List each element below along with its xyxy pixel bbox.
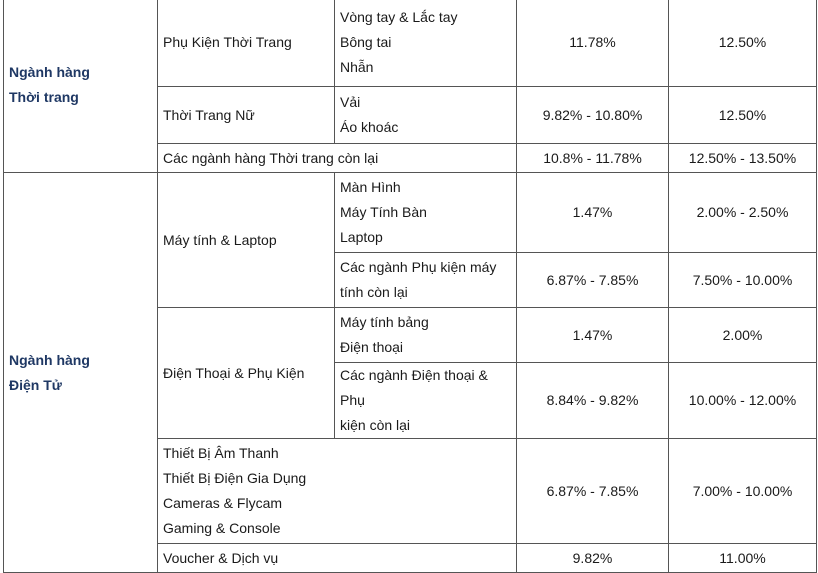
category-item: Thiết Bị Âm Thanh: [163, 445, 279, 461]
rate-cell: 7.00% - 10.00%: [669, 439, 817, 544]
subcategory-item: Áo khoác: [340, 119, 399, 135]
commission-table: [3, 0, 817, 573]
category-item: Thiết Bị Điện Gia Dụng: [163, 470, 307, 486]
rate-cell: 6.87% - 7.85%: [517, 439, 669, 544]
rate-cell: 12.50% - 13.50%: [669, 144, 817, 173]
subcategory-item: Điện thoại: [340, 339, 404, 355]
subcategory-item: Máy tính bảng: [340, 314, 429, 330]
subcategory-cell: [335, 253, 517, 308]
rate-cell: 6.87% - 7.85%: [517, 253, 669, 308]
subcategory-item: Máy Tính Bàn: [340, 204, 427, 220]
subcategory-item: Vòng tay & Lắc tay: [340, 8, 458, 25]
subcategory-item: Các ngành Phụ kiện máy: [340, 259, 497, 275]
subcategory-item: tính còn lại: [340, 284, 408, 300]
subcategory-cell: [335, 0, 517, 87]
group-label-electronics: [4, 173, 158, 573]
subcategory-item: kiện còn lại: [340, 417, 411, 433]
subcategory-item: Vải: [340, 94, 361, 110]
group-label-line: Thời trang: [9, 89, 79, 105]
category-cell: Phụ Kiện Thời Trang: [158, 0, 335, 87]
subcategory-item: Các ngành Điện thoại & Phụ: [340, 367, 488, 408]
rate-cell: 8.84% - 9.82%: [517, 363, 669, 439]
subcategory-cell: [335, 87, 517, 144]
rate-cell: 12.50%: [669, 87, 817, 144]
subcategory-cell: [335, 363, 517, 439]
rate-cell: 2.00% - 2.50%: [669, 173, 817, 253]
rate-cell: 11.00%: [669, 544, 817, 573]
subcategory-item: Màn Hình: [340, 179, 401, 195]
group-label-fashion: [4, 0, 158, 173]
subcategory-item: Bông tai: [340, 33, 392, 50]
rate-cell: 9.82% - 10.80%: [517, 87, 669, 144]
rate-cell: 10.8% - 11.78%: [517, 144, 669, 173]
category-cell: Điện Thoại & Phụ Kiện: [158, 308, 335, 439]
subcategory-item: Nhẫn: [340, 58, 374, 75]
rate-cell: 1.47%: [517, 308, 669, 363]
group-label-line: Điện Tử: [9, 376, 62, 393]
category-cell: [158, 439, 517, 544]
table-row: [4, 0, 817, 87]
rate-cell: 11.78%: [517, 0, 669, 87]
subcategory-item: Laptop: [340, 229, 383, 245]
group-label-line: Ngành hàng: [9, 351, 90, 368]
rate-cell: 7.50% - 10.00%: [669, 253, 817, 308]
category-cell: Thời Trang Nữ: [158, 87, 335, 144]
rate-cell: 12.50%: [669, 0, 817, 87]
category-item: Gaming & Console: [163, 520, 281, 536]
subcategory-cell: [335, 308, 517, 363]
category-item: Cameras & Flycam: [163, 495, 283, 511]
group-label-line: Ngành hàng: [9, 64, 90, 80]
rate-cell: 2.00%: [669, 308, 817, 363]
category-cell: Các ngành hàng Thời trang còn lại: [158, 144, 517, 173]
subcategory-cell: [335, 173, 517, 253]
rate-cell: 9.82%: [517, 544, 669, 573]
category-cell: Voucher & Dịch vụ: [158, 544, 517, 573]
rate-cell: 1.47%: [517, 173, 669, 253]
table-row: [4, 173, 817, 253]
category-cell: Máy tính & Laptop: [158, 173, 335, 308]
rate-cell: 10.00% - 12.00%: [669, 363, 817, 439]
